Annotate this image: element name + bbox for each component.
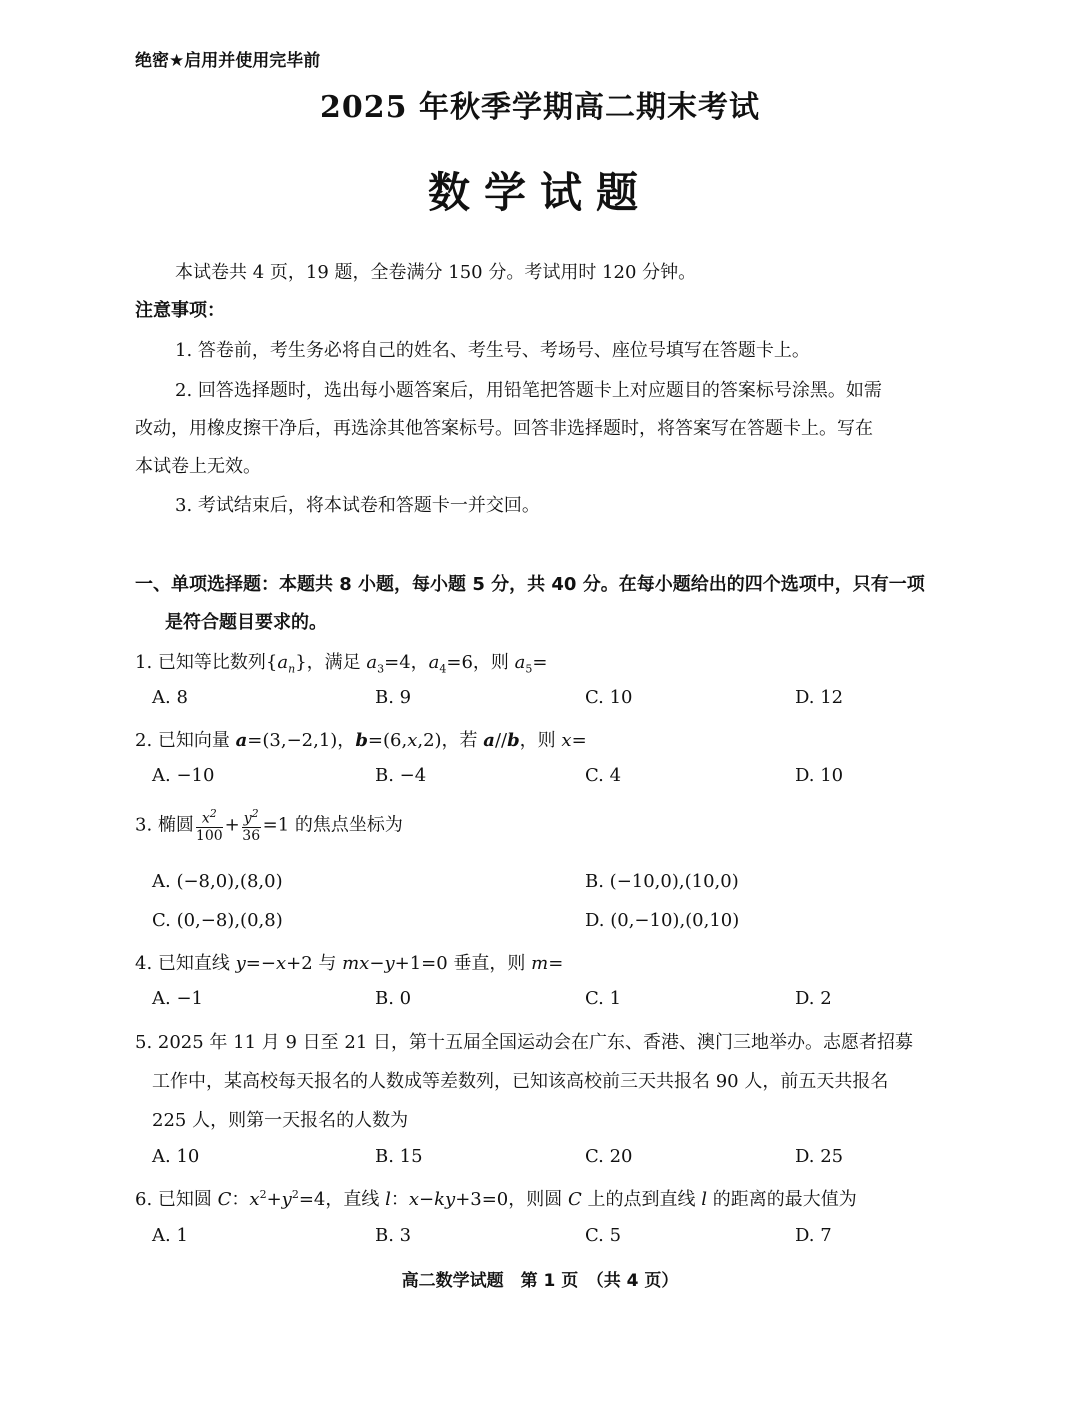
subject-title: 数学试题 [427, 168, 652, 217]
q5-option-b: B. 15 [375, 1146, 423, 1167]
q5-option-d: D. 25 [795, 1146, 844, 1167]
q2-option-b: B. −4 [375, 765, 427, 786]
notes-title: 注意事项： [135, 300, 225, 321]
page-footer: 高二数学试题 第 1 页 （共 4 页） [401, 1271, 679, 1291]
note-2-line-1: 2. 回答选择题时，选出每小题答案后，用铅笔把答题卡上对应题目的答案标号涂黑。如需 [175, 380, 882, 401]
q3-option-d: D. (0,−10),(0,10) [585, 910, 740, 931]
q1-option-a: A. 8 [152, 687, 188, 708]
question-5-line-1: 5. 2025 年 11 月 9 日至 21 日，第十五届全国运动会在广东、香港、澳门三地举办。志愿者招募 [135, 1032, 914, 1053]
q3-option-a: A. (−8,0),(8,0) [152, 871, 283, 892]
q6-option-c: C. 5 [585, 1225, 622, 1246]
q4-option-b: B. 0 [375, 988, 412, 1009]
section-1-heading-line-1: 一、单项选择题：本题共 8 小题，每小题 5 分，共 40 分。在每小题给出的四个选项中，只有一项 [135, 574, 925, 595]
question-6-stem: 6. 已知圆 C：$x^2+y^2=4$，直线 l：x−ky+3=0，则圆 C 上的点到直线 l 的距离的最大值为 [135, 1188, 857, 1210]
q1-option-b: B. 9 [375, 687, 412, 708]
question-4-stem: 4. 已知直线 y=−x+2 与 mx−y+1=0 垂直，则 m= [135, 953, 564, 974]
q6-option-d: D. 7 [795, 1225, 832, 1246]
q5-option-a: A. 10 [152, 1146, 200, 1167]
note-2-line-2: 改动，用橡皮擦干净后，再选涂其他答案标号。回答非选择题时，将答案写在答题卡上。写在 [135, 418, 873, 439]
question-1-stem: 1. 已知等比数列$\{a_n\}$，满足 $a_3=4$，$a_4=6$，则 $a_5=$ [135, 652, 548, 676]
section-1-heading-line-2: 是符合题目要求的。 [165, 612, 327, 633]
exam-intro: 本试卷共 4 页，19 题，全卷满分 150 分。考试用时 120 分钟。 [175, 262, 697, 283]
q6-option-b: B. 3 [375, 1225, 412, 1246]
exam-title: 2025 年秋季学期高二期末考试 [320, 90, 760, 125]
question-3-stem: 3. 椭圆 $\frac{x^2}{100}$ + $\frac{y^2}{36}$ =1 的焦点坐标为 [135, 807, 403, 844]
question-5-line-3: 225 人，则第一天报名的人数为 [152, 1110, 409, 1131]
question-5-line-2: 工作中，某高校每天报名的人数成等差数列，已知该高校前三天共报名 90 人，前五天共报名 [152, 1071, 889, 1092]
q3-option-b: B. (−10,0),(10,0) [585, 871, 739, 892]
note-2-line-3: 本试卷上无效。 [135, 456, 261, 477]
q4-option-c: C. 1 [585, 988, 622, 1009]
q5-option-c: C. 20 [585, 1146, 633, 1167]
q1-option-d: D. 12 [795, 687, 844, 708]
q4-option-d: D. 2 [795, 988, 832, 1009]
note-3: 3. 考试结束后，将本试卷和答题卡一并交回。 [175, 495, 540, 516]
q2-option-c: C. 4 [585, 765, 622, 786]
q2-option-d: D. 10 [795, 765, 844, 786]
note-1: 1. 答卷前，考生务必将自己的姓名、考生号、考场号、座位号填写在答题卡上。 [175, 340, 810, 361]
q2-option-a: A. −10 [152, 765, 215, 786]
confidential-label: 绝密★启用并使用完毕前 [135, 51, 321, 71]
q6-option-a: A. 1 [152, 1225, 188, 1246]
q1-option-c: C. 10 [585, 687, 633, 708]
question-2-stem: 2. 已知向量 a=(3,−2,1)，b=(6,x,2)，若 a//b，则 x= [135, 730, 587, 751]
q4-option-a: A. −1 [152, 988, 203, 1009]
q3-option-c: C. (0,−8),(0,8) [152, 910, 283, 931]
